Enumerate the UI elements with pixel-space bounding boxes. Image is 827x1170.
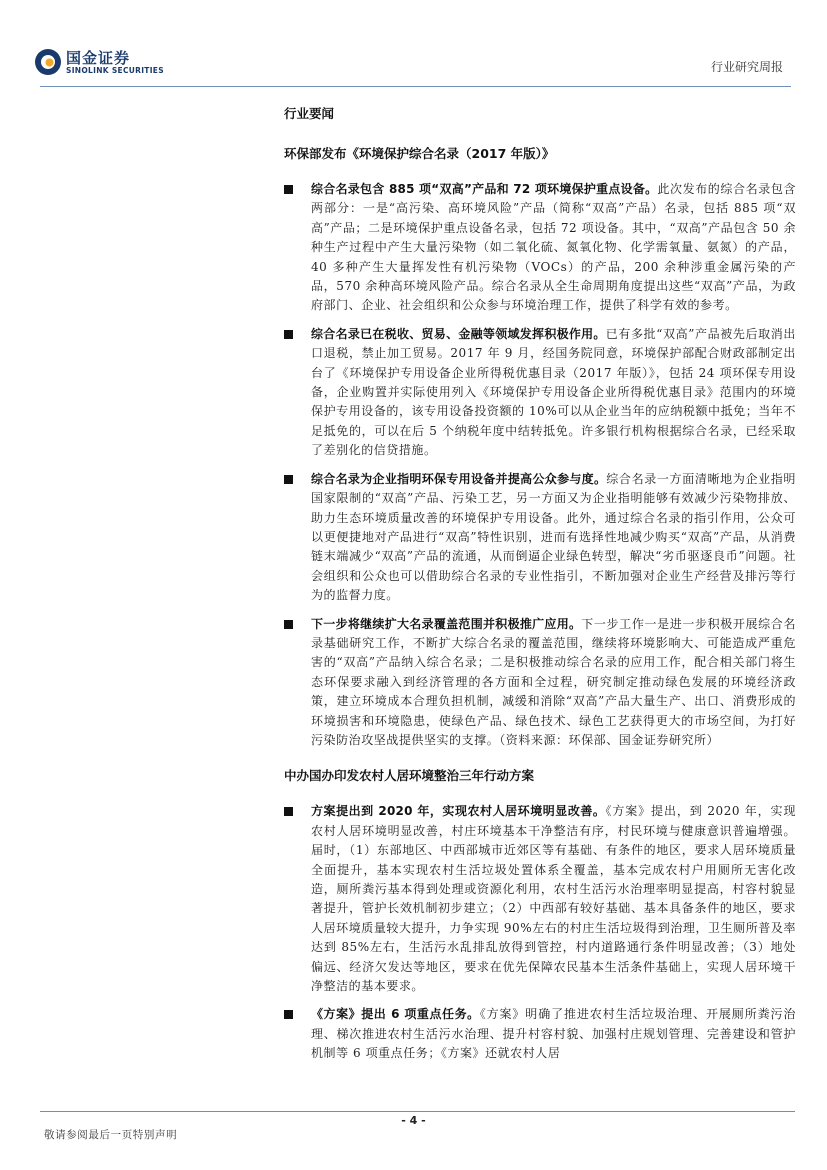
logo-text-en: SINOLINK SECURITIES bbox=[66, 66, 164, 75]
page-number: - 4 - bbox=[401, 1114, 426, 1127]
report-body bbox=[284, 104, 796, 1064]
bullet-lead: 综合名录包含 885 项“双高”产品和 72 项环境保护重点设备。 bbox=[311, 182, 658, 196]
logo-text-cn: 国金证券 bbox=[66, 49, 131, 67]
bullet-square-icon bbox=[284, 1010, 293, 1019]
section-title-2: 中办国办印发农村人居环境整治三年行动方案 bbox=[284, 768, 535, 784]
bullet-lead: 《方案》提出 6 项重点任务。 bbox=[311, 1007, 480, 1022]
bullet-paragraph bbox=[284, 325, 796, 461]
bullet-paragraph bbox=[284, 470, 796, 606]
bullet-paragraph bbox=[284, 1005, 796, 1063]
bullet-paragraph bbox=[284, 180, 796, 316]
sinolink-logo-icon bbox=[34, 48, 62, 76]
footer-disclaimer: 敬请参阅最后一页特别声明 bbox=[44, 1129, 178, 1141]
bullet-text: 已有多批“双高”产品被先后取消出口退税，禁止加工贸易。2017 年 9 月，经国务院同意，环境保护部配合财政部制定出台了《环境保护专用设备企业所得税优惠目录（2017 年版）》，包括 24 项环保专用设备，企业购置并实际使用列入《环境保护专用设备企业所得税优惠目录》范围内的环境保护专用设备的，该专用设备投资额的 10%可以从企业当年的应纳税额中抵免；当年不足抵免的，可以在后 5 个纳税年度中结转抵免。许多银行机构根据综合名录，已经采取了差别化的信贷措施。 bbox=[311, 326, 796, 458]
report-type-label: 行业研究周报 bbox=[710, 60, 783, 74]
bullet-text: 下一步工作一是进一步积极开展综合名录基础研究工作，不断扩大综合名录的覆盖范围，继续将环境影响大、可能造成严重危害的“双高”产品纳入综合名录；二是积极推动综合名录的应用工作，配合相关部门将生态环保要求融入到经济管理的各方面和全过程，研究制定推动绿色发展的环境经济政策，建立环境成本合理负担机制，减缓和消除“双高”产品大量生产、出口、消费形成的环境损害和环境隐患，使绿色产品、绿色技术、绿色工艺获得更大的市场空间，为打好污染防治攻坚战提供坚实的支撑。（资料来源：环保部、国金证券研究所） bbox=[311, 616, 796, 747]
bullet-text: 《方案》明确了推进农村生活垃圾治理、开展厕所粪污治理、梯次推进农村生活污水治理、提升村容村貌、加强村庄规划管理、完善建设和管护机制等 6 项重点任务；《方案》还就农村人居 bbox=[311, 1007, 796, 1061]
bullet-paragraph bbox=[284, 615, 796, 751]
bullet-paragraph bbox=[284, 802, 796, 996]
bullet-lead: 综合名录已在税收、贸易、金融等领域发挥积极作用。 bbox=[311, 326, 606, 341]
header-divider bbox=[40, 86, 791, 87]
bullet-square-icon bbox=[284, 185, 293, 194]
section-heading-news: 行业要闻 bbox=[284, 106, 335, 121]
bullet-square-icon bbox=[284, 330, 293, 339]
bullet-lead: 方案提出到 2020 年，实现农村人居环境明显改善。 bbox=[311, 804, 606, 819]
bullet-lead: 综合名录为企业指明环保专用设备并提高公众参与度。 bbox=[311, 471, 607, 486]
section-title-1: 环保部发布《环境保护综合名录（2017 年版）》 bbox=[284, 146, 555, 161]
bullet-lead: 下一步将继续扩大名录覆盖范围并积极推广应用。 bbox=[311, 616, 582, 631]
page-header bbox=[0, 0, 827, 90]
bullet-text: 《方案》提出，到 2020 年，实现农村人居环境明显改善，村庄环境基本干净整洁有序，村民环境与健康意识普遍增强。届时，（1）东部地区、中西部城市近郊区等有基础、有条件的地区，要求人居环境质量全面提升，基本实现农村生活垃圾处置体系全覆盖，基本完成农村户用厕所无害化改造，厕所粪污基本得到处理或资源化利用，农村生活污水治理率明显提高，村容村貌显著提升，管护长效机制初步建立；（2）中西部有较好基础、基本具备条件的地区，要求人居环境质量较大提升，力争实现 90%左右的村庄生活垃圾得到治理，卫生厕所普及率达到 85%左右，生活污水乱排乱放得到管控，村内道路通行条件明显改善；（3）地处偏远、经济欠发达等地区，要求在优先保障农民基本生活条件基础上，实现人居环境干净整洁的基本要求。 bbox=[311, 804, 796, 994]
bullet-text: 综合名录一方面清晰地为企业指明国家限制的“双高”产品、污染工艺，另一方面又为企业指明能够有效减少污染物排放、助力生态环境质量改善的环境保护专用设备。此外，通过综合名录的指引作用，公众可以更便捷地对产品进行“双高”特性识别，进而有选择性地减少购买“双高”产品，从消费链末端减少“双高”产品的流通，从而倒逼企业绿色转型，解决“劣币驱逐良币”问题。社会组织和公众也可以借助综合名录的专业性指引，不断加强对企业生产经营及排污等行为的监督力度。 bbox=[311, 471, 796, 603]
footer-divider bbox=[40, 1111, 795, 1112]
bullet-square-icon bbox=[284, 475, 293, 484]
bullet-square-icon bbox=[284, 807, 293, 816]
bullet-text: 此次发布的综合名录包含两部分：一是“高污染、高环境风险”产品（简称“双高”产品）名录，包括 885 项“双高”产品；二是环境保护重点设备名录，包括 72 项设备。其中，“双高”产品包含 50 余种生产过程中产生大量污染物（如二氧化硫、氮氧化物、化学需氧量、氨氮）的产品，40 多种产生大量挥发性有机污染物（VOCs）的产品，200 余种涉重金属污染的产品，570 余种高环境风险产品。综合名录从全生命周期角度提出这些“双高”产品，为政府部门、企业、社会组织和公众参与环境治理工作，提供了科学有效的参考。 bbox=[311, 182, 796, 313]
bullet-square-icon bbox=[284, 620, 293, 629]
